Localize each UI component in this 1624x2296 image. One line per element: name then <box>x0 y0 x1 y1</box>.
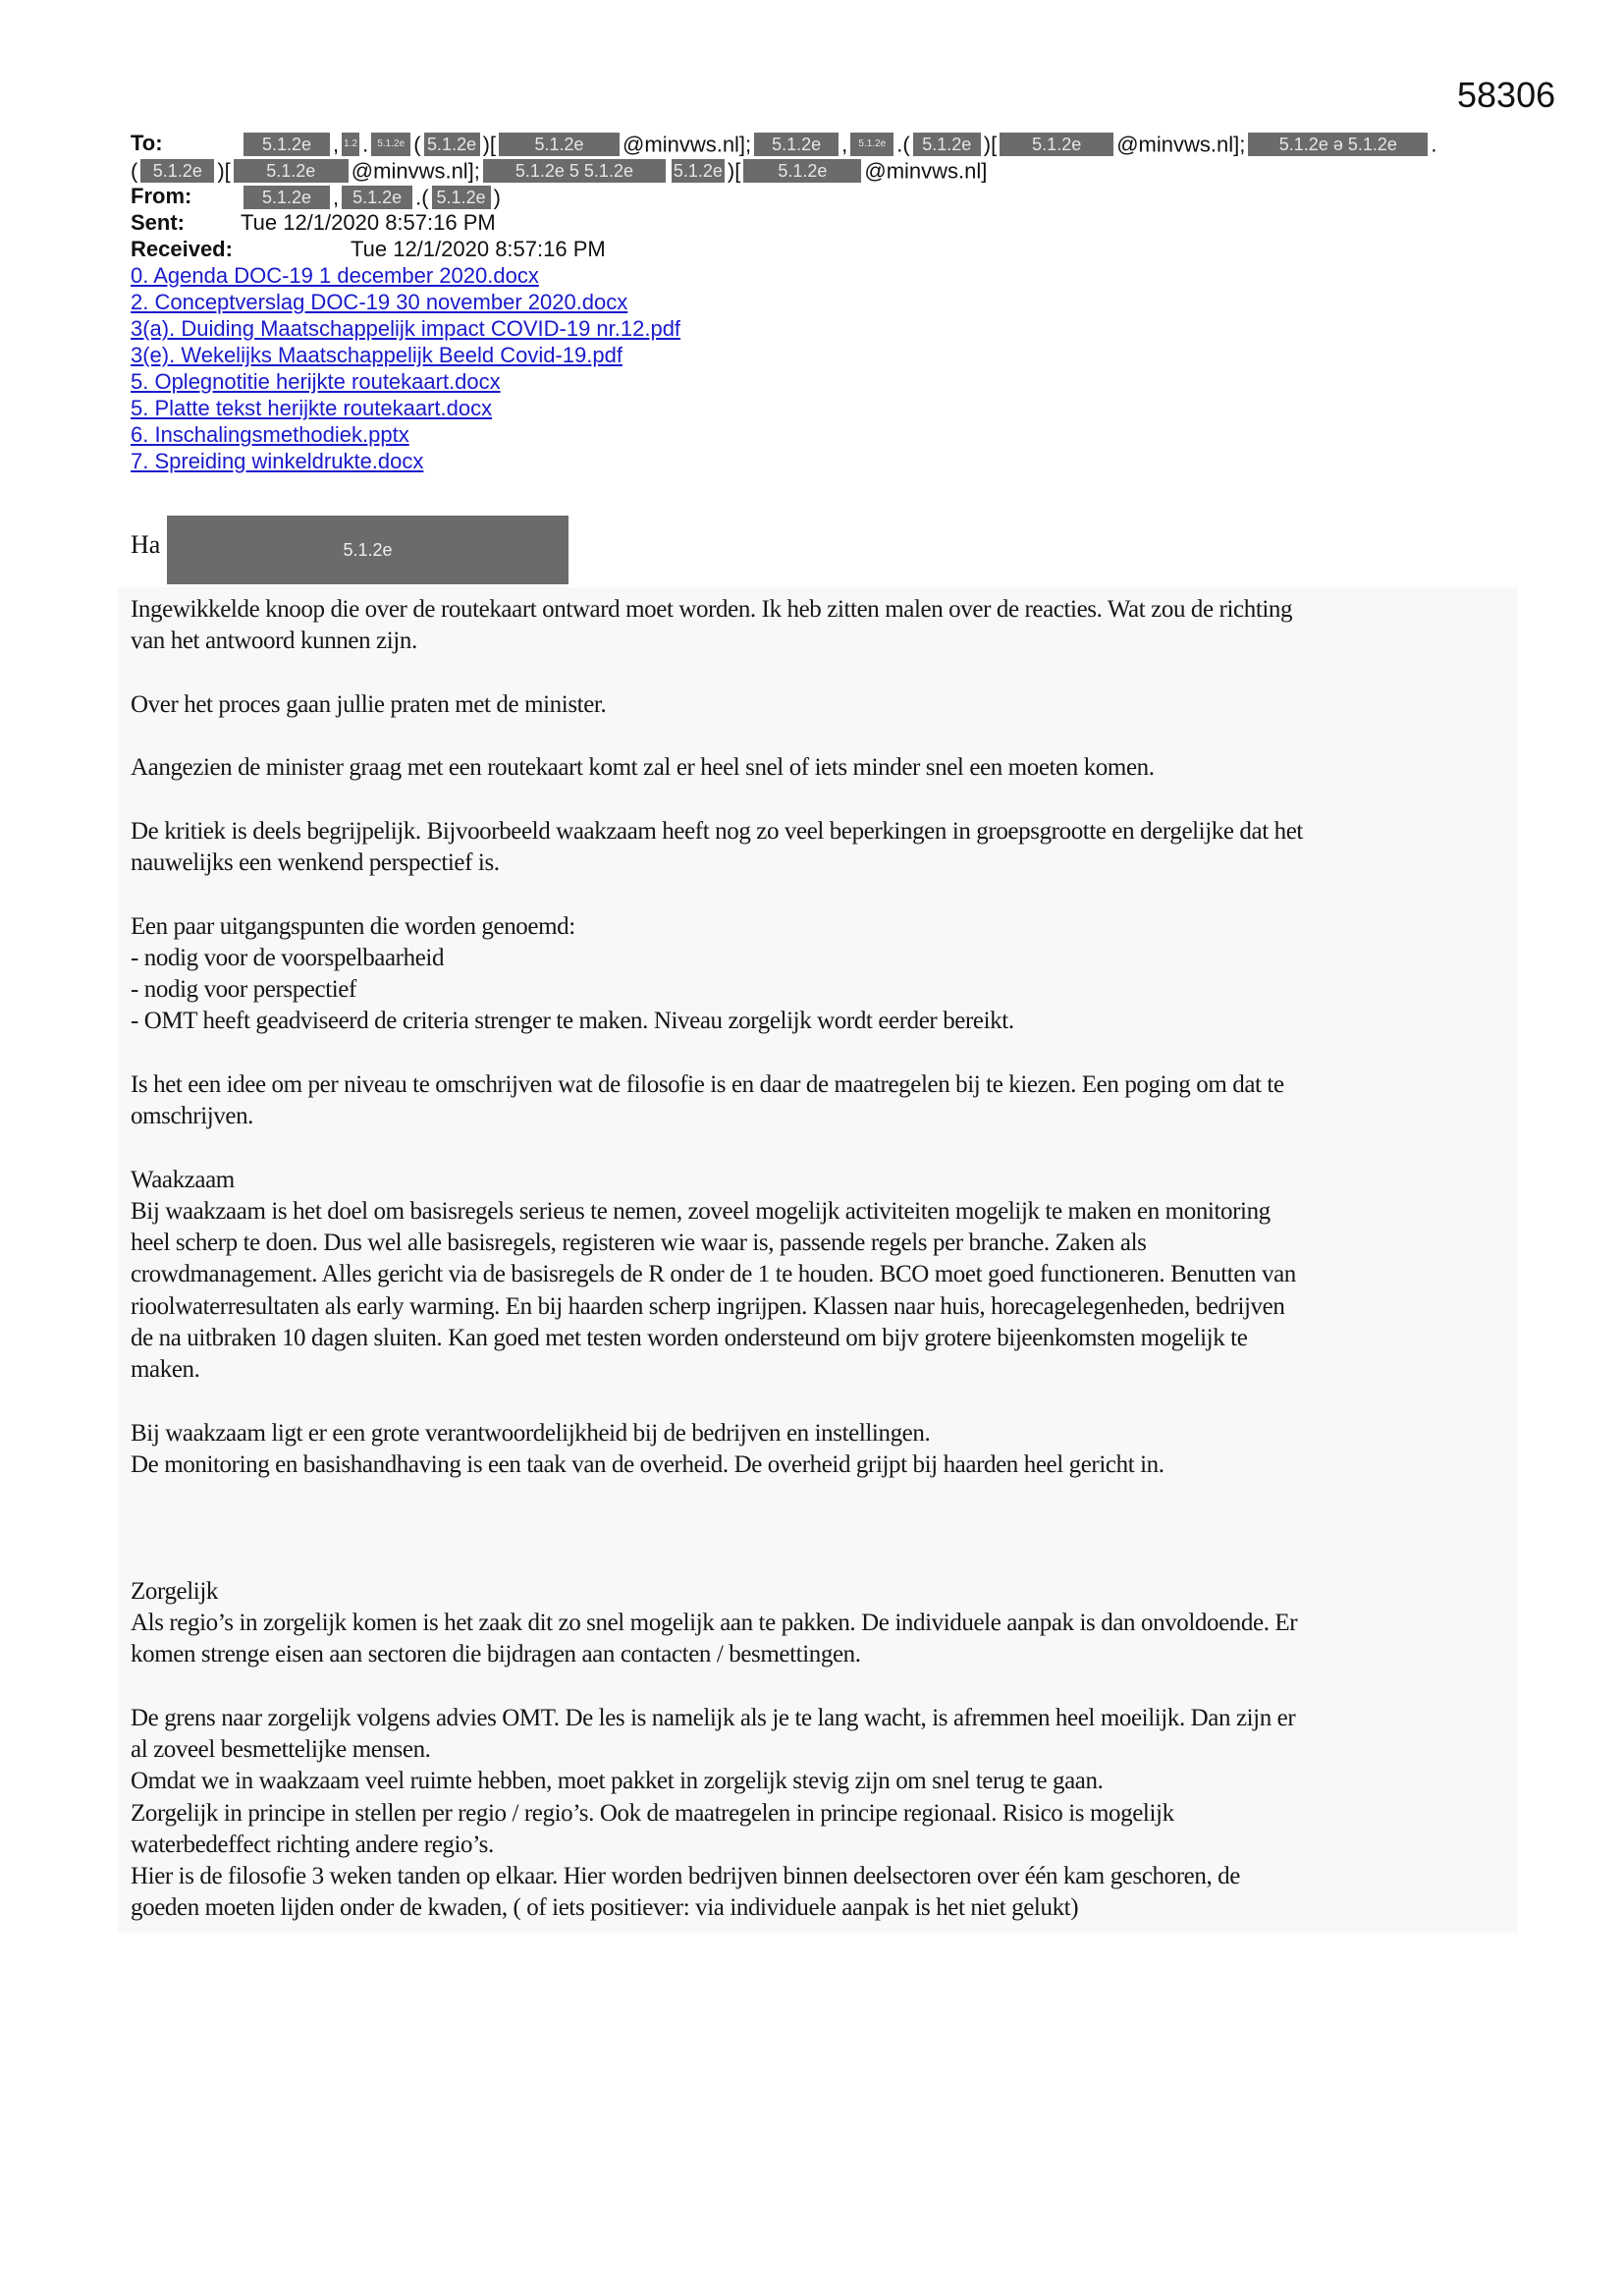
blank-line <box>131 1038 1303 1069</box>
body-line: Als regio’s in zorgelijk komen is het zaak dit zo snel mogelijk aan te pakken. De individuele aanpak is dan onvoldoende. Er <box>131 1610 1298 1636</box>
email-domain: @minvws.nl]; <box>1116 132 1246 157</box>
body-line: al zoveel besmettelijke mensen. <box>131 1736 431 1763</box>
redaction-box: 5.1.2e <box>673 161 723 182</box>
email-domain: @minvws.nl]; <box>351 158 480 184</box>
body-line: - OMT heeft geadviseerd de criteria strenger te maken. Niveau zorgelijk wordt eerder bereikt. <box>131 1008 1014 1035</box>
to-label: To: <box>131 131 163 155</box>
body-line: Aangezien de minister graag met een routekaart komt zal er heel snel of iets minder snel een moeten komen. <box>131 754 1155 782</box>
redaction-box: 5.1.2e <box>432 186 491 209</box>
punctuation: )[ <box>482 132 497 157</box>
punctuation: ( <box>421 185 429 210</box>
blank-line <box>131 1545 1303 1576</box>
body-line: Waakzaam <box>131 1166 235 1193</box>
body-line: de na uitbraken 10 dagen sluiten. Kan goed met testen worden ondersteund om bijv grotere bijeenkomsten mogelijk te <box>131 1324 1248 1351</box>
attachment-link[interactable]: 5. Oplegnotitie herijkte routekaart.docx <box>131 369 501 394</box>
body-line: Bij waakzaam is het doel om basisregels serieus te nemen, zoveel mogelijk activiteiten mogelijk te maken en monitoring <box>131 1197 1271 1225</box>
redaction-box: 5.1.2e <box>244 186 330 209</box>
body-line: Omdat we in waakzaam veel ruimte hebben, moet pakket in zorgelijk stevig zijn om snel terug te gaan. <box>131 1768 1104 1795</box>
redaction-box: 5.1.2e <box>424 133 480 156</box>
attachment-link[interactable]: 7. Spreiding winkeldrukte.docx <box>131 449 424 473</box>
received-value: Tue 12/1/2020 8:57:16 PM <box>351 237 606 261</box>
attachment-link[interactable]: 3(a). Duiding Maatschappelijk impact COVID-19 nr.12.pdf <box>131 316 681 341</box>
blank-line <box>131 1671 1303 1703</box>
document-number: 58306 <box>1457 75 1556 115</box>
blank-line <box>131 1386 1303 1417</box>
email-domain: @minvws.nl]; <box>623 132 752 157</box>
punctuation: ( <box>413 132 421 157</box>
attachment-link[interactable]: 3(e). Wekelijks Maatschappelijk Beeld Covid-19.pdf <box>131 343 623 367</box>
punctuation: , <box>333 185 340 210</box>
body-line: nauwelijks een wenkend perspectief is. <box>131 849 500 876</box>
body-line: Een paar uitgangspunten die worden genoemd: <box>131 912 575 940</box>
body-line: De monitoring en basishandhaving is een taak van de overheid. De overheid grijpt bij haarden heel gericht in. <box>131 1450 1164 1478</box>
body-line: Over het proces gaan jullie praten met de minister. <box>131 690 607 718</box>
body-line: crowdmanagement. Alles gericht via de basisregels de R onder de 1 te houden. BCO moet goed functioneren. Benutten van <box>131 1261 1296 1288</box>
punctuation: . <box>1431 132 1437 157</box>
body-line: Hier is de filosofie 3 weken tanden op elkaar. Hier worden bedrijven binnen deelsectoren over één kam geschoren, de <box>131 1863 1240 1889</box>
attachment-link[interactable]: 0. Agenda DOC-19 1 december 2020.docx <box>131 263 539 288</box>
redaction-box: 5.1.2e <box>371 133 410 156</box>
body-line: Zorgelijk in principe in stellen per regio / regio’s. Ook de maatregelen in principe regionaal. Risico is mogelijk <box>131 1799 1174 1827</box>
body-line: van het antwoord kunnen zijn. <box>131 628 417 655</box>
attachment-link[interactable]: 5. Platte tekst herijkte routekaart.docx <box>131 396 493 420</box>
received-label: Received: <box>131 237 233 261</box>
from-row <box>131 183 501 210</box>
to-row <box>131 130 1437 157</box>
body-line: - nodig voor de voorspelbaarheid <box>131 944 445 971</box>
punctuation: . <box>896 132 903 157</box>
body-line: - nodig voor perspectief <box>131 976 356 1003</box>
redaction-box: 5.1.2e <box>499 133 620 156</box>
punctuation: , <box>841 132 848 157</box>
redaction-box: 1.2 <box>342 133 359 156</box>
redaction-box: 5.1.2e <box>234 159 349 183</box>
blank-line <box>131 1132 1303 1164</box>
body-line: omschrijven. <box>131 1103 254 1129</box>
from-sender <box>241 183 501 211</box>
redaction-box: 5.1.2e 5 5.1.2e <box>483 159 666 183</box>
body-line: rioolwaterresultaten als early warming. En bij haarden scherp ingrijpen. Klassen naar huis, horecagelegenheden, bedrijven <box>131 1292 1285 1320</box>
body-line: maken. <box>131 1356 200 1383</box>
punctuation: )[ <box>983 132 998 157</box>
message-body <box>131 594 1303 1925</box>
redaction-box: 5.1.2e <box>244 133 330 156</box>
punctuation: , <box>333 132 340 157</box>
body-line: Bij waakzaam ligt er een grote verantwoordelijkheid bij de bedrijven en instellingen. <box>131 1419 931 1447</box>
punctuation: ( <box>902 132 910 157</box>
redaction-box: 5.1.2e <box>913 133 981 156</box>
blank-line <box>131 879 1303 910</box>
redaction-box: 5.1.2e <box>850 133 893 156</box>
blank-line <box>131 1481 1303 1512</box>
redaction-box: 5.1.2e <box>754 133 839 156</box>
blank-line <box>131 658 1303 689</box>
attachment-link[interactable]: 2. Conceptverslag DOC-19 30 november 2020.docx <box>131 290 628 314</box>
attachment-link[interactable]: 6. Inschalingsmethodiek.pptx <box>131 422 409 447</box>
attachment-list <box>131 262 680 474</box>
sent-value: Tue 12/1/2020 8:57:16 PM <box>241 210 496 235</box>
blank-line <box>131 721 1303 752</box>
body-line: Zorgelijk <box>131 1577 218 1605</box>
to-recipients-line-2 <box>131 156 987 185</box>
redaction-box: 5.1.2e <box>342 186 412 209</box>
punctuation: ) <box>493 185 501 210</box>
body-line: komen strenge eisen aan sectoren die bijdragen aan contacten / besmettingen. <box>131 1641 861 1668</box>
body-line: waterbedeffect richting andere regio’s. <box>131 1831 494 1858</box>
redaction-box: 5.1.2e <box>743 159 861 183</box>
redaction-box: 5.1.2e <box>167 516 568 584</box>
redaction-box: 5.1.2e <box>1000 133 1113 156</box>
punctuation: . <box>362 132 369 157</box>
body-line: De kritiek is deels begrijpelijk. Bijvoorbeeld waakzaam heeft nog zo veel beperkingen in groepsgrootte en dergelijke dat het <box>131 817 1303 845</box>
sent-label: Sent: <box>131 210 185 235</box>
received-row <box>131 236 606 262</box>
body-line: Is het een idee om per niveau te omschrijven wat de filosofie is en daar de maatregelen bij te kiezen. Een poging om dat te <box>131 1070 1284 1098</box>
body-line: goeden moeten lijden onder de kwaden, ( of iets positiever: via individuele aanpak is het niet gelukt) <box>131 1894 1079 1922</box>
body-line: heel scherp te doen. Dus wel alle basisregels, registeren wie waar is, passende regels per branche. Zaken als <box>131 1230 1147 1256</box>
sent-row <box>131 209 496 236</box>
to-recipients-line-1 <box>241 130 1436 158</box>
greeting: Ha <box>131 530 161 559</box>
body-line: De grens naar zorgelijk volgens advies OMT. De les is namelijk als je te lang wacht, is afremmen heel moeilijk. Dan zijn er <box>131 1704 1296 1731</box>
email-domain: @minvws.nl] <box>864 158 988 184</box>
blank-line <box>131 785 1303 816</box>
punctuation: )[ <box>217 158 231 184</box>
punctuation: ( <box>131 158 138 184</box>
punctuation: )[ <box>727 158 741 184</box>
body-line: Ingewikkelde knoop die over de routekaart ontward moet worden. Ik heb zitten malen over de reacties. Wat zou de richting <box>131 596 1293 623</box>
redaction-box: 5.1.2e <box>140 159 214 183</box>
punctuation: . <box>415 185 422 210</box>
from-label: From: <box>131 184 192 208</box>
redaction-box: 5.1.2e ə 5.1.2e <box>1248 133 1428 156</box>
blank-line <box>131 1512 1303 1544</box>
